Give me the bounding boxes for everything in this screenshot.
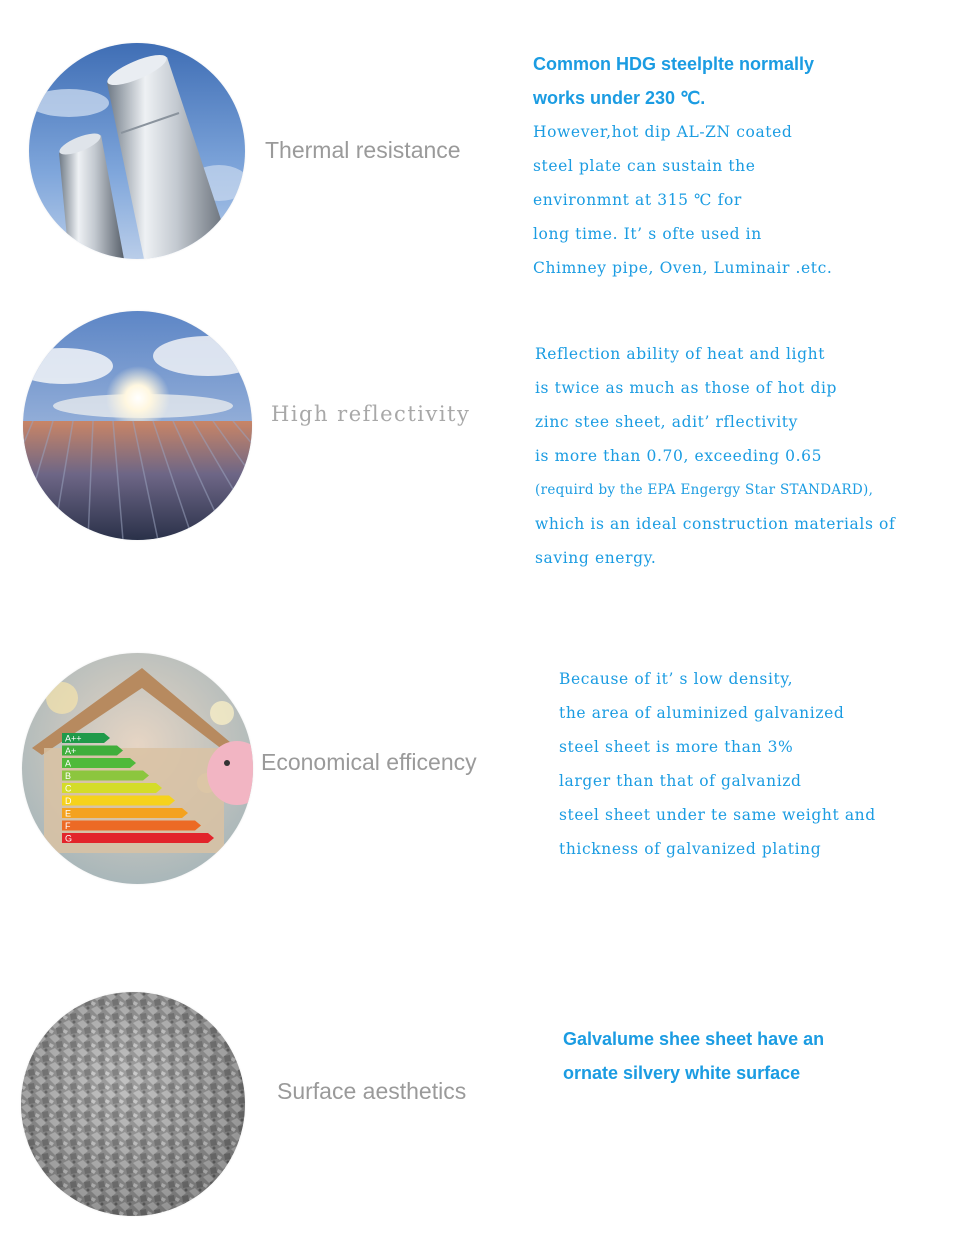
description-line: steel plate can sustain the	[533, 157, 756, 175]
feature-title-reflectivity: High reflectivity	[271, 402, 471, 426]
energy-rating-house-icon	[22, 653, 253, 884]
feature-title-thermal: Thermal resistance	[265, 137, 461, 163]
sunlit-metal-roof-icon	[23, 311, 252, 540]
energy-rating-bar	[62, 796, 175, 806]
description-line: Reflection ability of heat and light	[535, 345, 826, 363]
energy-rating-bar	[62, 771, 149, 781]
description-line: steel sheet under te same weight and	[559, 806, 876, 824]
energy-rating-label: B	[65, 771, 72, 781]
high-reflectivity-image	[23, 311, 252, 540]
thermal-resistance-image	[29, 43, 245, 259]
description-line: However,hot dip AL-ZN coated	[533, 123, 793, 141]
feature-description-surface	[563, 1022, 824, 1090]
steel-chimney-pipes-icon	[29, 43, 245, 259]
energy-rating-bar	[62, 821, 201, 831]
description-line: steel sheet is more than 3%	[559, 738, 794, 756]
feature-title-surface: Surface aesthetics	[277, 1078, 467, 1104]
description-line: (requird by the EPA Engergy Star STANDARD),	[535, 482, 874, 498]
energy-rating-label: E	[65, 808, 72, 819]
energy-rating-bar	[62, 758, 136, 768]
description-line: zinc stee sheet, adit’ rflectivity	[535, 413, 798, 431]
energy-rating-label: A	[65, 758, 72, 769]
energy-rating-bar	[62, 833, 214, 843]
description-line: Galvalume shee sheet have an	[563, 1029, 825, 1049]
description-line: Common HDG steelplte normally	[533, 54, 815, 74]
description-line: thickness of galvanized plating	[559, 840, 822, 858]
energy-rating-bar	[62, 808, 188, 818]
description-line: works under 230 ℃.	[533, 88, 706, 108]
energy-rating-label: A+	[65, 746, 77, 756]
description-line: ornate silvery white surface	[563, 1063, 801, 1083]
feature-title-economical: Economical efficency	[261, 749, 477, 775]
description-line: long time. It’ s ofte used in	[533, 225, 762, 243]
description-line: saving energy.	[535, 549, 657, 567]
energy-rating-bar	[62, 783, 162, 793]
economical-efficiency-image	[22, 653, 253, 884]
description-line: which is an ideal construction materials of	[535, 515, 896, 533]
energy-rating-label: A++	[65, 733, 82, 744]
feature-description-thermal	[533, 47, 832, 285]
spangle-metal-surface-icon	[21, 992, 245, 1216]
description-line: is more than 0.70, exceeding 0.65	[535, 447, 823, 465]
description-line: larger than that of galvanizd	[559, 772, 802, 790]
feature-description-reflectivity	[535, 337, 895, 575]
description-line: is twice as much as those of hot dip	[535, 379, 838, 397]
description-line: Chimney pipe, Oven, Luminair .etc.	[533, 259, 833, 277]
feature-description-economical	[559, 662, 876, 866]
description-line: Because of it’ s low density,	[559, 670, 794, 688]
energy-rating-label: C	[65, 783, 72, 794]
surface-aesthetics-image	[21, 992, 245, 1216]
description-line: environmnt at 315 ℃ for	[533, 191, 742, 209]
description-line: the area of aluminized galvanized	[559, 704, 845, 722]
energy-rating-label: D	[65, 796, 72, 806]
energy-rating-label: G	[65, 833, 73, 844]
energy-rating-label: F	[65, 821, 71, 831]
